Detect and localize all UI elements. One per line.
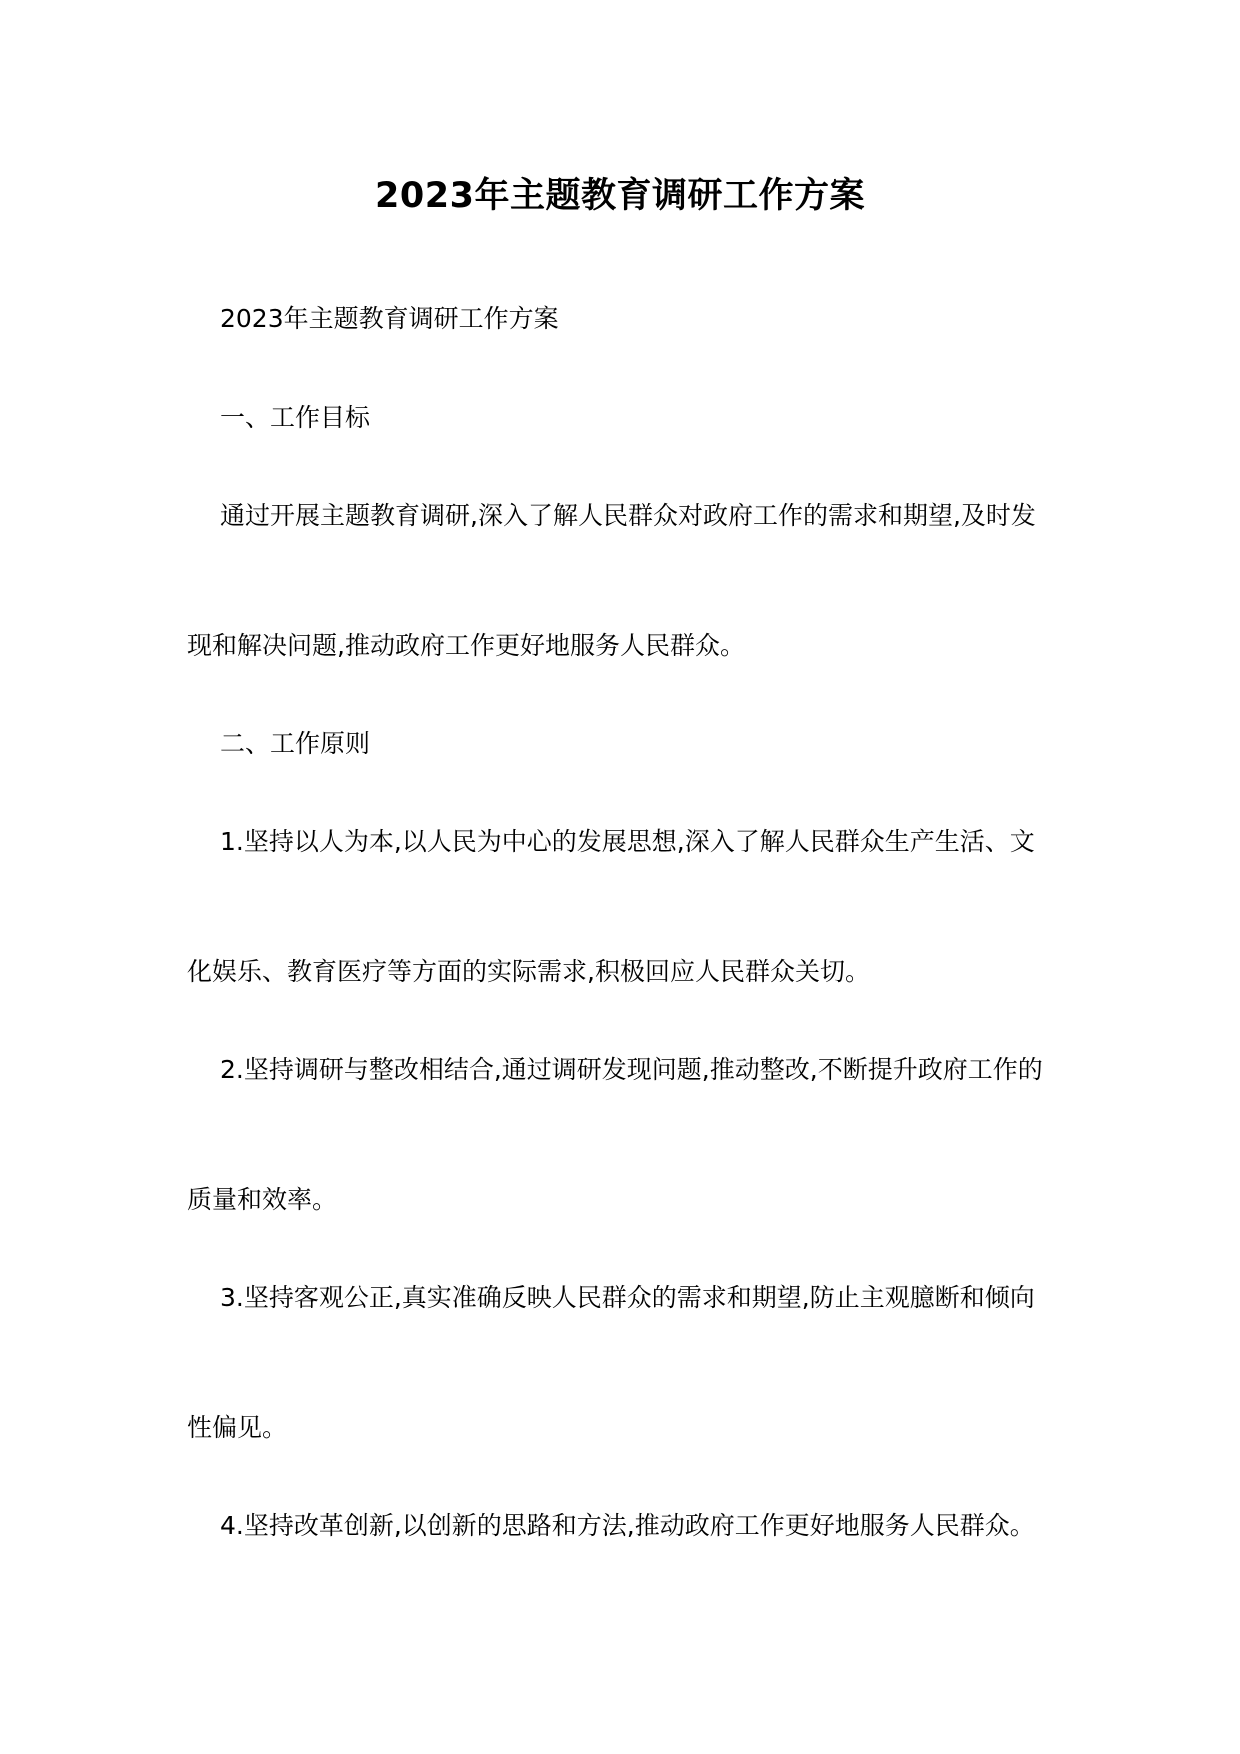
paragraph-line: 现和解决问题,推动政府工作更好地服务人民群众。 (187, 631, 745, 660)
paragraph-line: 质量和效率。 (187, 1185, 338, 1214)
document-title: 2023年主题教育调研工作方案 (375, 176, 865, 216)
paragraph-line: 性偏见。 (187, 1413, 288, 1442)
section-heading-2: 二、工作原则 (220, 729, 371, 758)
section-heading-1: 一、工作目标 (220, 403, 371, 432)
paragraph-line: 通过开展主题教育调研,深入了解人民群众对政府工作的需求和期望,及时发 (220, 501, 1036, 530)
paragraph-line: 1.坚持以人为本,以人民为中心的发展思想,深入了解人民群众生产生活、文 (220, 827, 1035, 856)
paragraph-line: 4.坚持改革创新,以创新的思路和方法,推动政府工作更好地服务人民群众。 (220, 1511, 1035, 1540)
subtitle-line: 2023年主题教育调研工作方案 (220, 304, 559, 333)
paragraph-line: 3.坚持客观公正,真实准确反映人民群众的需求和期望,防止主观臆断和倾向 (220, 1283, 1035, 1312)
paragraph-line: 2.坚持调研与整改相结合,通过调研发现问题,推动整改,不断提升政府工作的 (220, 1055, 1043, 1084)
paragraph-line: 化娱乐、教育医疗等方面的实际需求,积极回应人民群众关切。 (187, 957, 870, 986)
